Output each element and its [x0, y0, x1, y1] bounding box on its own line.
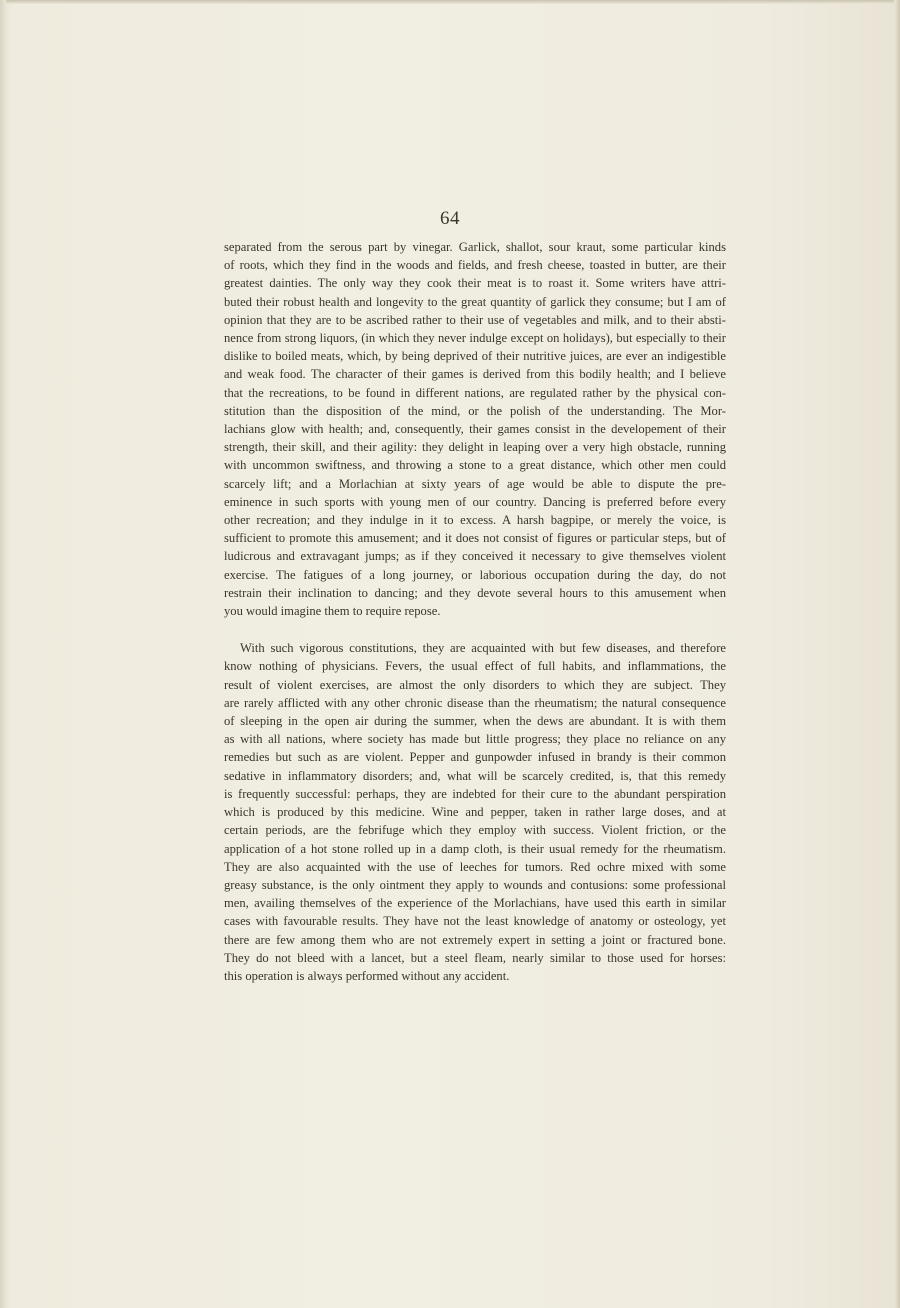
- text-line: of roots, which they find in the woods and fields, and fresh cheese, toasted in butter, are their: [224, 258, 726, 273]
- paragraph-spacer: [224, 620, 726, 639]
- text-line: dislike to boiled meats, which, by being deprived of their nutritive juices, are ever an indigestible: [224, 349, 726, 364]
- text-line: opinion that they are to be ascribed rather to their use of vegetables and milk, and to their absti-: [224, 312, 726, 327]
- body-text: [224, 238, 726, 985]
- text-line: sedative in inflammatory disorders; and, what will be scarcely credited, is, that this remedy: [224, 768, 726, 783]
- text-line: restrain their inclination to dancing; and they devote several hours to this amusement when: [224, 585, 726, 600]
- text-line: know nothing of physicians. Fevers, the usual effect of full habits, and inflammations, the: [224, 659, 726, 674]
- text-line: men, availing themselves of the experience of the Morlachians, have used this earth in similar: [224, 896, 726, 911]
- text-line: and weak food. The character of their games is derived from this bodily health; and I believe: [224, 367, 726, 382]
- text-line: lachians glow with health; and, consequently, their games consist in the developement of their: [224, 422, 726, 437]
- text-line: greatest dainties. The only way they cook their meat is to roast it. Some writers have attri-: [224, 276, 726, 291]
- text-line: remedies but such as are violent. Pepper and gunpowder infused in brandy is their common: [224, 750, 726, 765]
- page-edge-left: [0, 0, 6, 1308]
- page-number: 64: [440, 208, 460, 229]
- text-line: eminence in such sports with young men of our country. Dancing is preferred before every: [224, 494, 726, 509]
- text-line: with uncommon swiftness, and throwing a stone to a great distance, which other men could: [224, 458, 726, 473]
- text-line: this operation is always performed without any accident.: [224, 968, 510, 983]
- text-line: as with all nations, where society has made but little progress; they place no reliance on any: [224, 732, 726, 747]
- text-line: which is produced by this medicine. Wine and pepper, taken in rather large doses, and at: [224, 805, 726, 820]
- text-line: that the recreations, to be found in different nations, are regulated rather by the physical con-: [224, 385, 726, 400]
- paragraph-1: [224, 238, 726, 620]
- text-line: there are few among them who are not extremely expert in setting a joint or fractured bone.: [224, 932, 726, 947]
- text-line: other recreation; and they indulge in it to excess. A harsh bagpipe, or merely the voice, is: [224, 513, 726, 528]
- text-line: They do not bleed with a lancet, but a steel fleam, nearly similar to those used for horses:: [224, 950, 726, 965]
- text-line: scarcely lift; and a Morlachian at sixty years of age would be able to dispute the pre-: [224, 476, 726, 491]
- text-line: certain periods, are the febrifuge which they employ with success. Violent friction, or the: [224, 823, 726, 838]
- text-line: They are also acquainted with the use of leeches for tumors. Red ochre mixed with some: [224, 859, 726, 874]
- page-edge-right: [894, 0, 900, 1308]
- text-line: greasy substance, is the only ointment they apply to wounds and contusions: some professional: [224, 877, 726, 892]
- text-line: application of a hot stone rolled up in a damp cloth, is their usual remedy for the rheumatism.: [224, 841, 726, 856]
- text-line: nence from strong liquors, (in which they never indulge except on holidays), but especially to their: [224, 331, 726, 346]
- text-line: sufficient to promote this amusement; and it does not consist of figures or particular steps, but of: [224, 531, 726, 546]
- text-line: of sleeping in the open air during the summer, when the dews are abundant. It is with them: [224, 714, 726, 729]
- text-line: With such vigorous constitutions, they are acquainted with but few diseases, and therefore: [240, 641, 726, 656]
- text-line: stitution than the disposition of the mind, or the polish of the understanding. The Mor-: [224, 403, 726, 418]
- paragraph-2: [224, 639, 726, 985]
- text-line: result of violent exercises, are almost the only disorders to which they are subject. They: [224, 677, 726, 692]
- text-line: ludicrous and extravagant jumps; as if they conceived it necessary to give themselves violent: [224, 549, 726, 564]
- text-line: buted their robust health and longevity to the great quantity of garlick they consume; but I am of: [224, 294, 726, 309]
- text-line: exercise. The fatigues of a long journey, or laborious occupation during the day, do not: [224, 567, 726, 582]
- text-line: separated from the serous part by vinegar. Garlick, shallot, sour kraut, some particular kinds: [224, 240, 726, 254]
- text-line: you would imagine them to require repose.: [224, 604, 441, 619]
- page-edge-top: [0, 0, 900, 4]
- text-line: cases with favourable results. They have not the least knowledge of anatomy or osteology, yet: [224, 914, 726, 929]
- text-line: are rarely afflicted with any other chronic disease than the rheumatism; the natural consequence: [224, 695, 726, 710]
- text-line: is frequently successful: perhaps, they are indebted for their cure to the abundant perspiration: [224, 786, 726, 801]
- text-line: strength, their skill, and their agility: they delight in leaping over a very high obstacle, running: [224, 440, 726, 455]
